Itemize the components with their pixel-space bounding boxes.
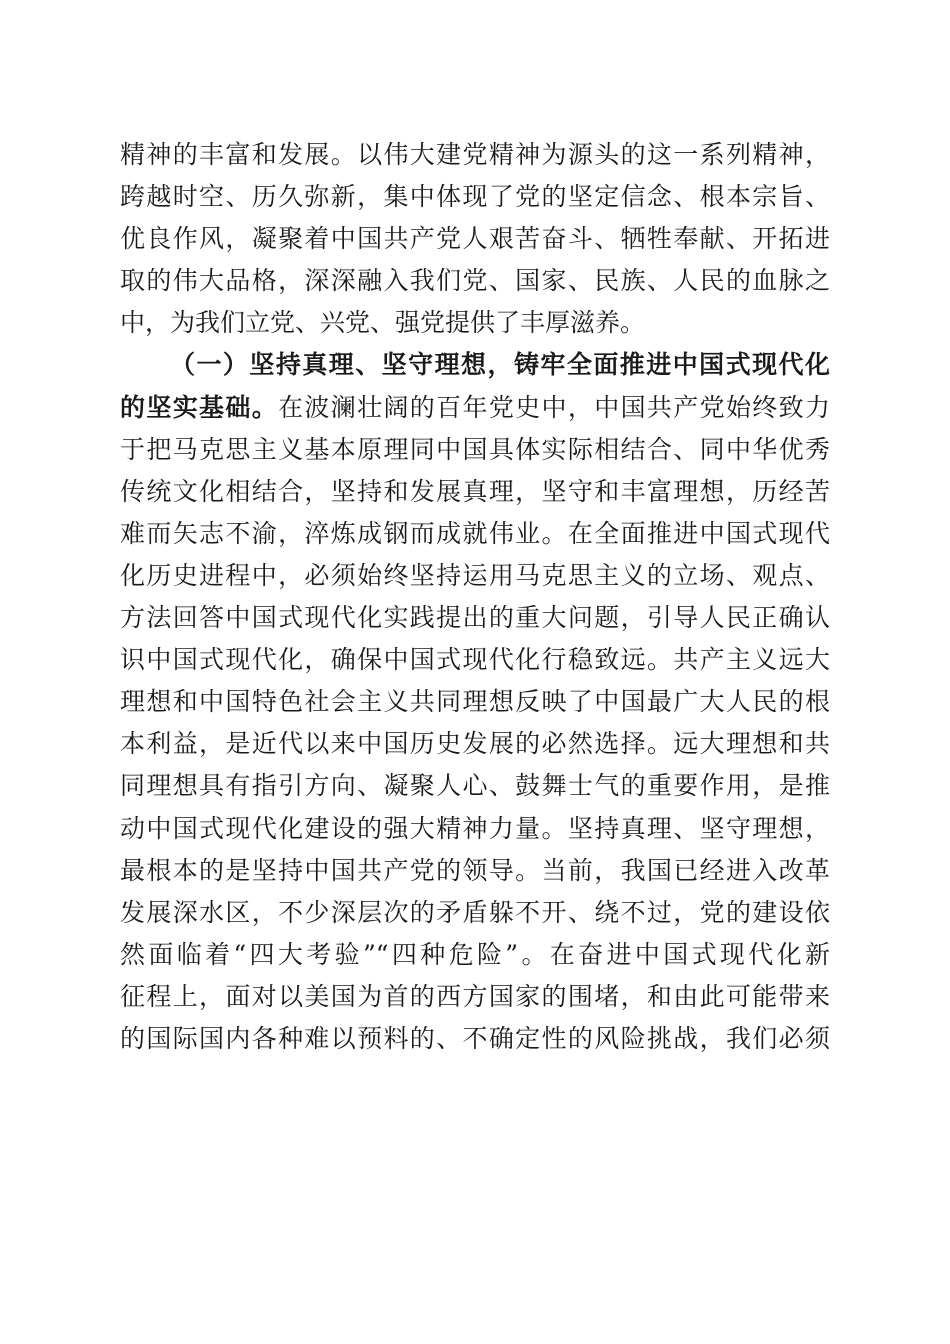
paragraph-2 [120,344,830,1060]
text-line: 然面临着“四大考验”“四种危险”。在奋进中国式现代化新 [120,939,830,969]
text-line: 化历史进程中，必须始终坚持运用马克思主义的立场、观点、 [120,560,830,590]
text-line: 跨越时空、历久弥新，集中体现了党的坚定信念、根本宗旨、 [120,182,830,212]
text-line: 同理想具有指引方向、凝聚人心、鼓舞士气的重要作用，是推 [120,771,830,801]
text-line: 征程上，面对以美国为首的西方国家的围堵，和由此可能带来 [120,981,830,1011]
text-line: 取的伟大品格，深深融入我们党、国家、民族、人民的血脉之 [120,266,830,296]
text-line: 于把马克思主义基本原理同中国具体实际相结合、同中华优秀 [120,434,830,464]
text-line: 动中国式现代化建设的强大精神力量。坚持真理、坚守理想， [120,813,830,843]
section-heading-end: 的坚实基础。 [120,392,279,422]
text-line: 理想和中国特色社会主义共同理想反映了中国最广大人民的根 [120,687,830,717]
text-line: 最根本的是坚持中国共产党的领导。当前，我国已经进入改革 [120,855,830,885]
text-line: 优良作风，凝聚着中国共产党人艰苦奋斗、牺牲奉献、开拓进 [120,224,830,254]
text-line: 传统文化相结合，坚持和发展真理，坚守和丰富理想，历经苦 [120,476,830,506]
document-body [120,134,830,1060]
text-line: 中，为我们立党、兴党、强党提供了丰厚滋养。 [120,308,646,338]
text-line: 难而矢志不渝，淬炼成钢而成就伟业。在全面推进中国式现代 [120,518,830,548]
section-heading: （一）坚持真理、坚守理想，铸牢全面推进中国式现代化 [170,350,830,380]
text-run: 在波澜壮阔的百年党史中，中国共产党始终致力 [278,392,830,422]
text-line: 方法回答中国式现代化实践提出的重大问题，引导人民正确认 [120,603,830,633]
text-line: 发展深水区，不少深层次的矛盾躲不开、绕不过，党的建设依 [120,897,830,927]
text-line: 精神的丰富和发展。以伟大建党精神为源头的这一系列精神， [120,140,830,169]
text-line: 本利益，是近代以来中国历史发展的必然选择。远大理想和共 [120,729,830,759]
paragraph-1 [120,134,830,344]
text-line: 的国际国内各种难以预料的、不确定性的风险挑战，我们必须 [120,1023,830,1053]
text-line: 识中国式现代化，确保中国式现代化行稳致远。共产主义远大 [120,645,830,675]
text-line [120,387,830,429]
